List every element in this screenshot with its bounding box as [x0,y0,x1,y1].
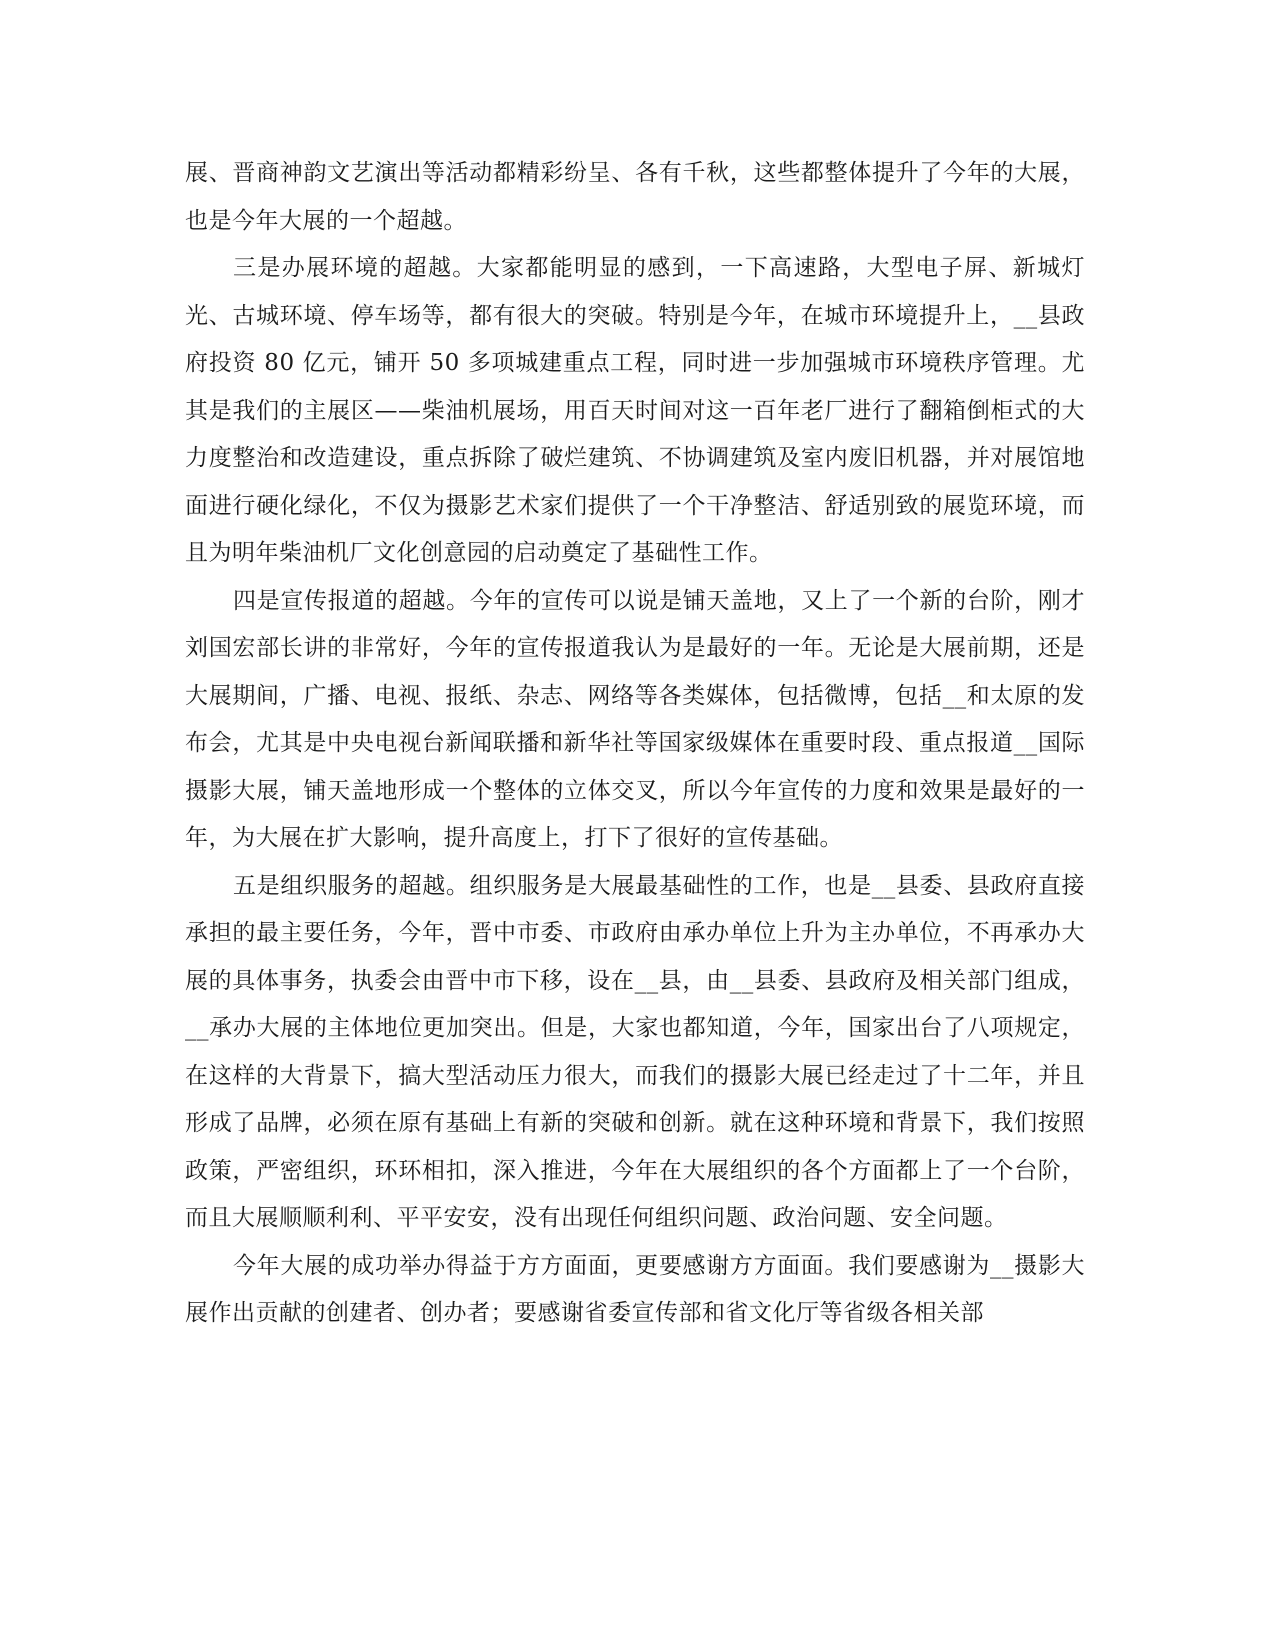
paragraph-publicity: 四是宣传报道的超越。今年的宣传可以说是铺天盖地，又上了一个新的台阶，刚才刘国宏部长讲的非常好，今年的宣传报道我认为是最好的一年。无论是大展前期，还是大展期间，广播、电视、报纸、杂志、网络等各类媒体，包括微博，包括__和太原的发布会，尤其是中央电视台新闻联播和新华社等国家级媒体在重要时段、重点报道__国际摄影大展，铺天盖地形成一个整体的立体交叉，所以今年宣传的力度和效果是最好的一年，为大展在扩大影响，提升高度上，打下了很好的宣传基础。 [185,587,1085,851]
paragraph-continuation: 展、晋商神韵文艺演出等活动都精彩纷呈、各有千秋，这些都整体提升了今年的大展，也是今年大展的一个超越。 [185,160,1085,234]
document-body [185,150,1085,1338]
paragraph-organization: 五是组织服务的超越。组织服务是大展最基础性的工作，也是__县委、县政府直接承担的最主要任务，今年，晋中市委、市政府由承办单位上升为主办单位，不再承办大展的具体事务，执委会由晋中市下移，设在__县，由__县委、县政府及相关部门组成，__承办大展的主体地位更加突出。但是，大家也都知道，今年，国家出台了八项规定，在这样的大背景下，搞大型活动压力很大，而我们的摄影大展已经走过了十二年，并且形成了品牌，必须在原有基础上有新的突破和创新。就在这种环境和背景下，我们按照政策，严密组织，环环相扣，深入推进，今年在大展组织的各个方面都上了一个台阶，而且大展顺顺利利、平平安安，没有出现任何组织问题、政治问题、安全问题。 [185,872,1085,1231]
paragraph-environment: 三是办展环境的超越。大家都能明显的感到，一下高速路，大型电子屏、新城灯光、古城环境、停车场等，都有很大的突破。特别是今年，在城市环境提升上，__县政府投资 80 亿元，铺开 50 多项城建重点工程，同时进一步加强城市环境秩序管理。尤其是我们的主展区——柴油机展场，用百天时间对这一百年老厂进行了翻箱倒柜式的大力度整治和改造建设，重点拆除了破烂建筑、不协调建筑及室内废旧机器，并对展馆地面进行硬化绿化，不仅为摄影艺术家们提供了一个干净整洁、舒适别致的展览环境，而且为明年柴油机厂文化创意园的启动奠定了基础性工作。 [185,255,1085,566]
paragraph-thanks: 今年大展的成功举办得益于方方面面，更要感谢方方面面。我们要感谢为__摄影大展作出贡献的创建者、创办者；要感谢省委宣传部和省文化厅等省级各相关部 [185,1252,1085,1326]
